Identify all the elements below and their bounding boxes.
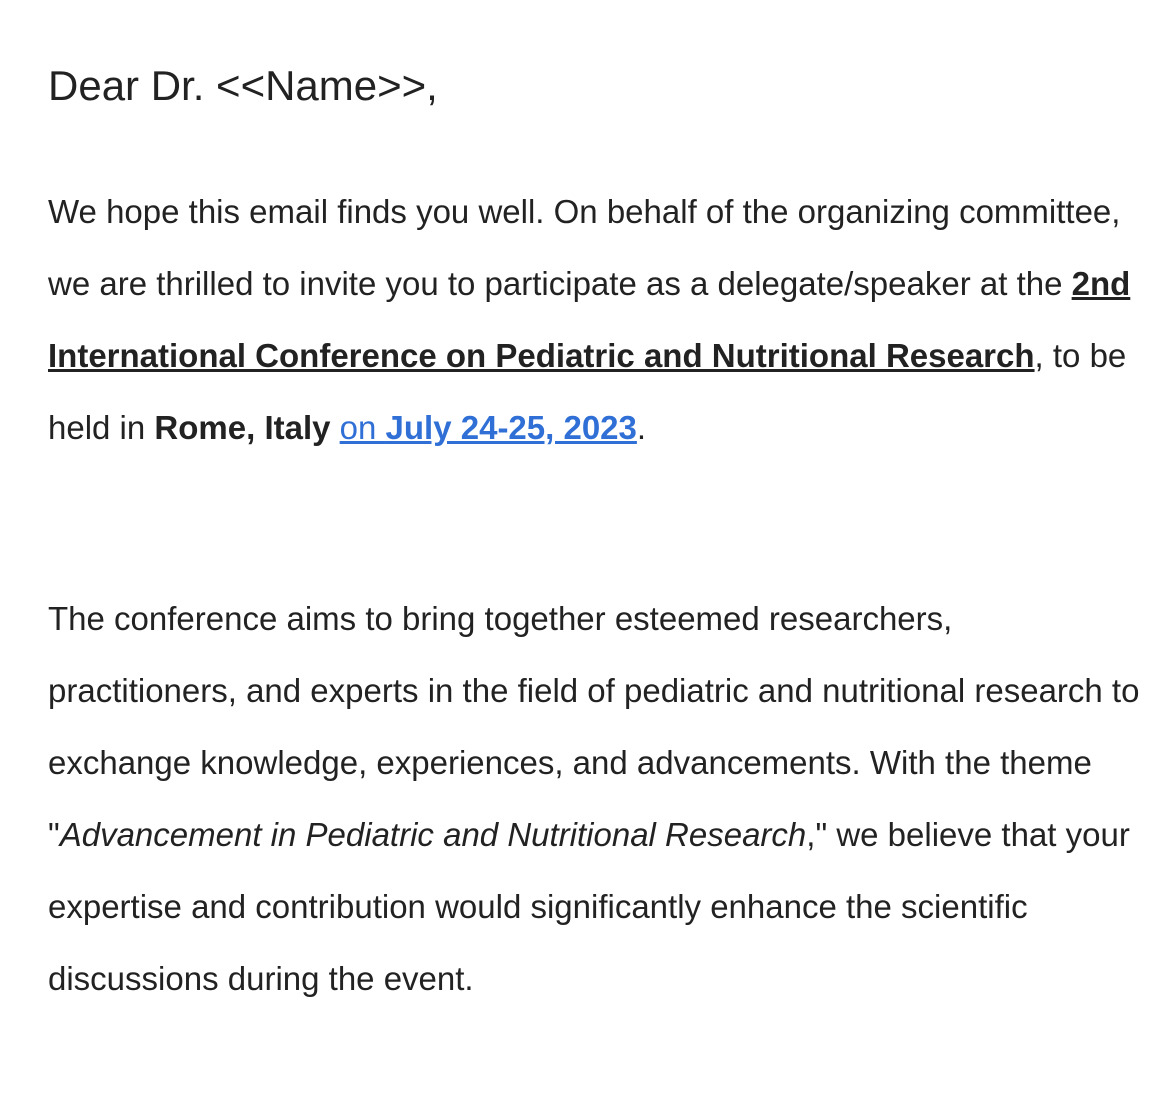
conference-aims-paragraph: [48, 583, 1143, 1015]
intro-text: We hope this email finds you well. On behalf of the organizing committee, we are thrilled to invite you to participate as a delegate/speaker at the: [48, 193, 1121, 302]
closing-text: ," we believe that your expertise and contribution would significantly enhance the scientific discussions during the event.: [48, 816, 1130, 997]
date-link-date: July 24-25, 2023: [385, 409, 637, 446]
greeting-line: Dear Dr. <<Name>>,: [48, 62, 438, 109]
invitation-paragraph: [48, 176, 1143, 464]
date-link-prefix: on: [339, 409, 386, 446]
spacer-text: [330, 409, 339, 446]
aims-text: The conference aims to bring together esteemed researchers, practitioners, and experts in the field of pediatric and nutritional research to exchange knowledge, experiences, and advancements. With the theme ": [48, 600, 1140, 853]
conference-date-link[interactable]: [340, 409, 637, 446]
conference-location: Rome, Italy: [154, 409, 331, 446]
held-in-text: , to be held in: [48, 337, 1127, 446]
conference-theme: Advancement in Pediatric and Nutritional Research: [59, 816, 807, 853]
conference-name: 2nd International Conference on Pediatric and Nutritional Research: [48, 265, 1131, 374]
period-text: .: [636, 409, 647, 446]
